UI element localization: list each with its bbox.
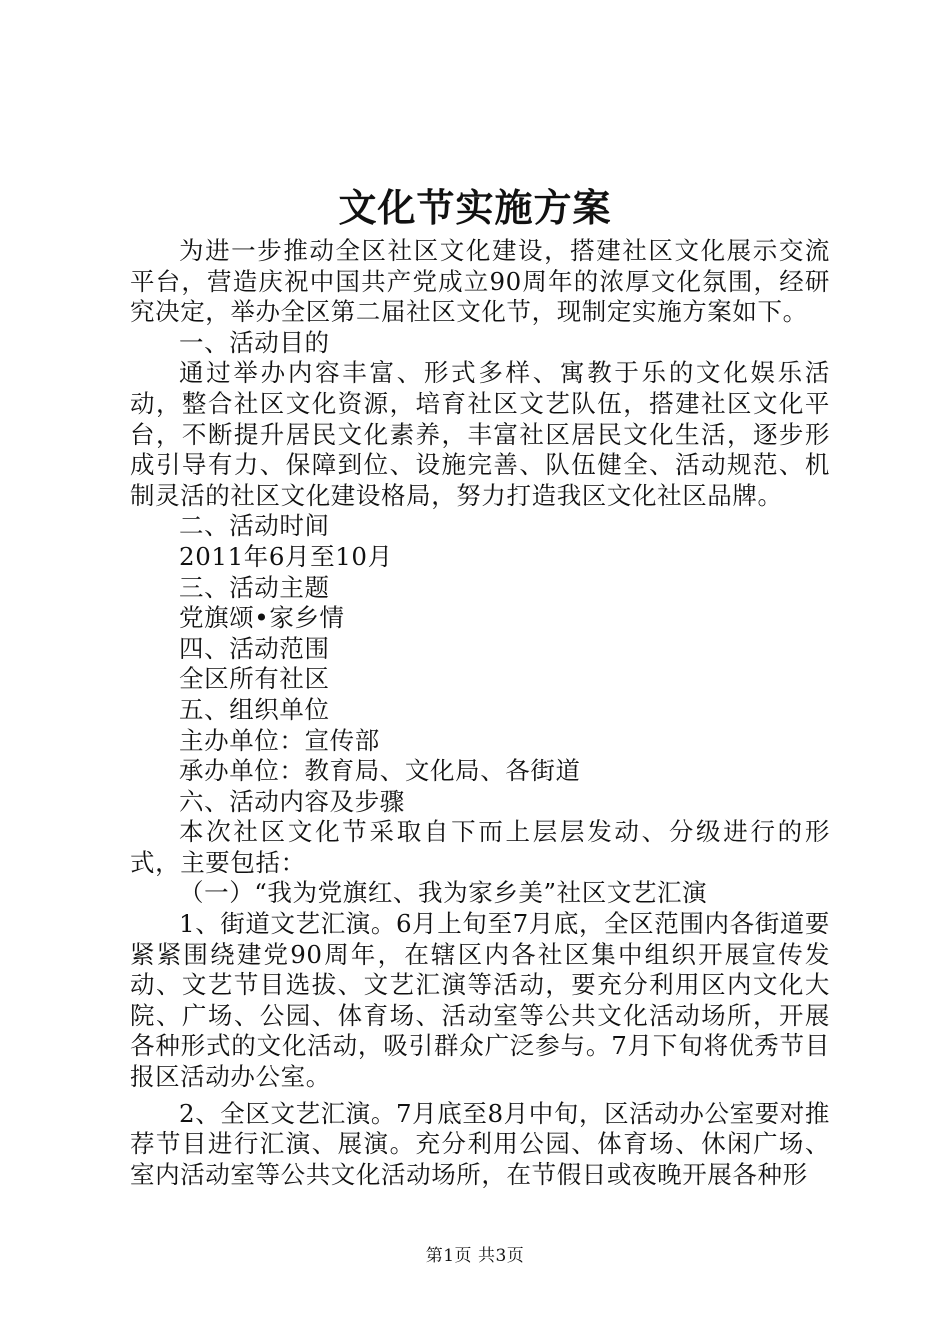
page-footer: 第1页 共3页 <box>425 1246 525 1266</box>
section-heading-scope: 四、活动范围 <box>179 633 330 663</box>
content-intro-paragraph: 本次社区文化节采取自下而上层层发动、分级进行的形式，主要包括： <box>130 817 830 877</box>
subsection-heading-performance: （一）“我为党旗红、我为家乡美”社区文艺汇演 <box>179 878 708 908</box>
intro-paragraph: 为进一步推动全区社区文化建设，搭建社区文化展示交流平台，营造庆祝中国共产党成立90周年的浓厚文化氛围，经研究决定，举办全区第二届社区文化节，现制定实施方案如下。 <box>130 236 830 327</box>
street-performance-paragraph: 1、街道文艺汇演。6月上旬至7月底，全区范围内各街道要紧紧围绕建党90周年，在辖区内各社区集中组织开展宣传发动、文艺节目选拔、文艺汇演等活动，要充分利用区内文化大院、广场、公园、体育场、活动室等公共文化活动场所，开展各种形式的文化活动，吸引群众广泛参与。7月下旬将优秀节目报区活动办公室。 <box>130 909 830 1092</box>
purpose-paragraph: 通过举办内容丰富、形式多样、寓教于乐的文化娱乐活动，整合社区文化资源，培育社区文艺队伍，搭建社区文化平台，不断提升居民文化素养，丰富社区居民文化生活，逐步形成引导有力、保障到位、设施完善、队伍健全、活动规范、机制灵活的社区文化建设格局，努力打造我区文化社区品牌。 <box>130 358 830 510</box>
document-title: 文化节实施方案 <box>338 185 612 230</box>
theme-paragraph: 党旗颂•家乡情 <box>179 603 345 633</box>
section-heading-time: 二、活动时间 <box>179 511 330 541</box>
section-heading-content: 六、活动内容及步骤 <box>179 786 405 816</box>
time-paragraph: 2011年6月至10月 <box>179 541 393 571</box>
scope-paragraph: 全区所有社区 <box>179 664 330 694</box>
document-body <box>130 236 830 1190</box>
host-unit-paragraph: 主办单位：宣传部 <box>179 725 380 755</box>
section-heading-theme: 三、活动主题 <box>179 572 330 602</box>
organizer-unit-paragraph: 承办单位：教育局、文化局、各街道 <box>179 756 581 786</box>
section-heading-organizers: 五、组织单位 <box>179 694 330 724</box>
section-heading-purpose: 一、活动目的 <box>179 327 330 357</box>
district-performance-paragraph: 2、全区文艺汇演。7月底至8月中旬，区活动办公室要对推荐节目进行汇演、展演。充分利用公园、体育场、休闲广场、室内活动室等公共文化活动场所，在节假日或夜晚开展各种形 <box>130 1098 830 1189</box>
